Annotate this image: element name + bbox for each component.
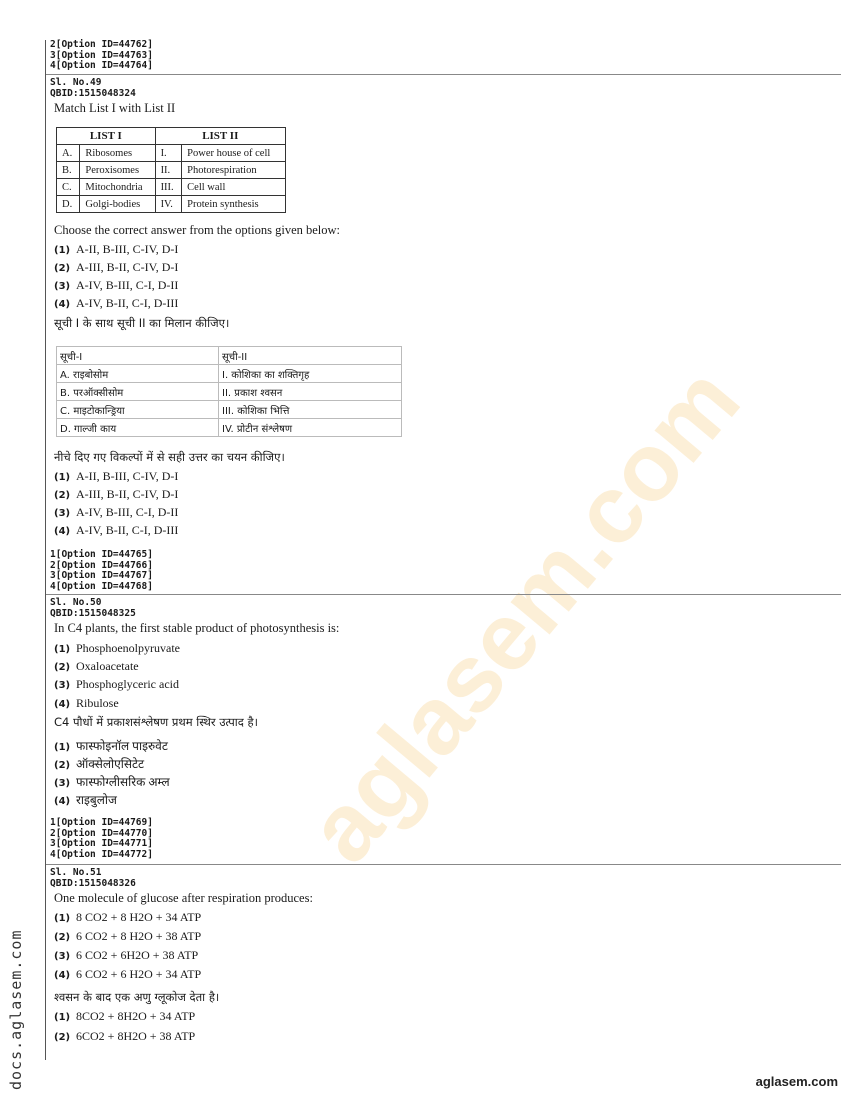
q51-option-4[interactable]: (4) 6 CO2 + 6 H2O + 34 ATP [54,967,202,981]
cell: I. [155,145,182,162]
q51-option-hi-2[interactable]: (2) 6CO2 + 8H2O + 38 ATP [54,1029,196,1043]
q49-option-4[interactable]: (4) A-IV, B-II, C-I, D-III [54,296,179,310]
table-row [57,419,402,437]
option-id: 4[Option ID=44772] [50,848,153,860]
q50-option-4[interactable]: (4) Ribulose [54,696,119,710]
option-text: Oxaloacetate [76,659,139,673]
option-text: Phosphoglyceric acid [76,677,179,691]
cell: Protein synthesis [182,196,286,213]
q51-statement: One molecule of glucose after respiration produces: [54,891,313,905]
cell: B. परऑक्सीसोम [57,383,219,401]
q49-option-hi-3[interactable]: (3) A-IV, B-III, C-I, D-II [54,505,179,519]
q50-option-ids [50,818,153,860]
q50-option-3[interactable]: (3) Phosphoglyceric acid [54,677,179,691]
option-text: Phosphoenolpyruvate [76,641,180,655]
q51-option-3[interactable]: (3) 6 CO2 + 6H2O + 38 ATP [54,948,199,962]
cell: D. गाल्जी काय [57,419,219,437]
table-header: LIST II [155,128,285,145]
option-text: 8CO2 + 8H2O + 34 ATP [76,1009,196,1023]
q49-header [50,78,136,99]
cell: D. [57,196,80,213]
table-row [57,383,402,401]
cell: Ribosomes [80,145,155,162]
q49-statement-hindi: सूची I के साथ सूची II का मिलान कीजिए। [54,316,230,330]
q51-option-1[interactable]: (1) 8 CO2 + 8 H2O + 34 ATP [54,910,202,924]
cell: Golgi-bodies [80,196,155,213]
option-id: 2[Option ID=44770] [50,827,153,839]
table-row [57,145,286,162]
option-id: 2[Option ID=44766] [50,559,153,571]
brand-footer: aglasem.com [755,1074,838,1089]
q51-header [50,868,136,889]
option-text: 6 CO2 + 6H2O + 38 ATP [76,948,199,962]
divider [46,74,841,75]
cell: B. [57,162,80,179]
option-id: 4[Option ID=44764] [50,60,153,71]
serial-number: Sl. No.50 [50,597,102,608]
q50-statement: In C4 plants, the first stable product of photosynthesis is: [54,621,340,635]
question-paper [45,40,841,1060]
cell: C. माइटोकान्ड्रिया [57,401,219,419]
q49-option-3[interactable]: (3) A-IV, B-III, C-I, D-II [54,278,179,292]
cell: Mitochondria [80,179,155,196]
option-text: A-IV, B-III, C-I, D-II [76,278,179,292]
option-text: A-IV, B-II, C-I, D-III [76,523,179,537]
q49-match-table-en [56,127,286,213]
q50-option-hi-3[interactable]: (3) फास्फोग्लीसरिक अम्ल [54,775,170,789]
side-url: docs.aglasem.com [7,929,25,1090]
cell: III. कोशिका भित्ति [219,401,402,419]
q49-option-hi-1[interactable]: (1) A-II, B-III, C-IV, D-I [54,469,179,483]
option-text: A-II, B-III, C-IV, D-I [76,242,179,256]
option-text: राइबुलोज [76,793,117,807]
serial-number: Sl. No.49 [50,77,102,88]
q49-option-hi-4[interactable]: (4) A-IV, B-II, C-I, D-III [54,523,179,537]
cell: IV. प्रोटीन संश्लेषण [219,419,402,437]
option-id: 3[Option ID=44771] [50,838,153,849]
option-text: A-IV, B-III, C-I, D-II [76,505,179,519]
cell: A. राइबोसोम [57,365,219,383]
cell: Peroxisomes [80,162,155,179]
q50-option-hi-2[interactable]: (2) ऑक्सेलोएसिटेट [54,757,145,771]
cell: II. प्रकाश श्वसन [219,383,402,401]
cell: Photorespiration [182,162,286,179]
option-text: 6 CO2 + 8 H2O + 38 ATP [76,929,202,943]
option-text: 6CO2 + 8H2O + 38 ATP [76,1029,196,1043]
option-text: A-III, B-II, C-IV, D-I [76,260,179,274]
q49-match-table-hi [56,346,402,437]
option-text: 6 CO2 + 6 H2O + 34 ATP [76,967,202,981]
table-row [57,196,286,213]
q50-statement-hindi: C4 पौधों में प्रकाशसंश्लेषण प्रथम स्थिर उत्पाद है। [54,715,259,729]
option-text: Ribulose [76,696,119,710]
cell: A. [57,145,80,162]
q49-choose-hindi: नीचे दिए गए विकल्पों में से सही उत्तर का चयन कीजिए। [54,450,285,464]
q50-option-1[interactable]: (1) Phosphoenolpyruvate [54,641,180,655]
q51-option-2[interactable]: (2) 6 CO2 + 8 H2O + 38 ATP [54,929,202,943]
option-id: 2[Option ID=44762] [50,39,153,50]
divider [46,864,841,865]
cell: C. [57,179,80,196]
option-id: 3[Option ID=44767] [50,570,153,581]
q50-option-2[interactable]: (2) Oxaloacetate [54,659,139,673]
option-text: A-II, B-III, C-IV, D-I [76,469,179,483]
q51-option-hi-1[interactable]: (1) 8CO2 + 8H2O + 34 ATP [54,1009,196,1023]
option-text: फास्फोग्लीसरिक अम्ल [76,775,170,789]
qbid: QBID:1515048326 [50,877,136,889]
table-row [57,365,402,383]
cell: Cell wall [182,179,286,196]
table-header: सूची-I [57,347,219,365]
serial-number: Sl. No.51 [50,867,102,878]
option-id: 4[Option ID=44768] [50,580,153,592]
option-text: फास्फोइनॉल पाइरुवेट [76,739,168,753]
q49-option-2[interactable]: (2) A-III, B-II, C-IV, D-I [54,260,179,274]
option-text: A-III, B-II, C-IV, D-I [76,487,179,501]
cell: I. कोशिका का शक्तिगृह [219,365,402,383]
table-row [57,162,286,179]
option-text: ऑक्सेलोएसिटेट [76,757,145,771]
option-id: 1[Option ID=44769] [50,817,153,828]
option-id: 1[Option ID=44765] [50,549,153,560]
q49-choose-en: Choose the correct answer from the options given below: [54,223,341,237]
q50-option-hi-1[interactable]: (1) फास्फोइनॉल पाइरुवेट [54,739,168,753]
watermark-text: aglasem.com [287,347,761,883]
q49-option-1[interactable]: (1) A-II, B-III, C-IV, D-I [54,242,179,256]
q50-option-hi-4[interactable]: (4) राइबुलोज [54,793,117,807]
table-header: सूची-II [219,347,402,365]
table-row [57,179,286,196]
table-header: LIST I [57,128,156,145]
divider [46,594,841,595]
option-id: 3[Option ID=44763] [50,49,153,61]
q50-header [50,598,136,619]
prev-option-ids [50,40,153,72]
q51-statement-hindi: श्वसन के बाद एक अणु ग्लूकोज देता है। [54,990,220,1004]
qbid: QBID:1515048325 [50,607,136,619]
option-text: A-IV, B-II, C-I, D-III [76,296,179,310]
table-row [57,401,402,419]
cell: IV. [155,196,182,213]
q49-option-hi-2[interactable]: (2) A-III, B-II, C-IV, D-I [54,487,179,501]
qbid: QBID:1515048324 [50,87,136,99]
cell: III. [155,179,182,196]
q49-option-ids [50,550,153,592]
q49-statement: Match List I with List II [54,101,176,115]
cell: Power house of cell [182,145,286,162]
option-text: 8 CO2 + 8 H2O + 34 ATP [76,910,202,924]
cell: II. [155,162,182,179]
